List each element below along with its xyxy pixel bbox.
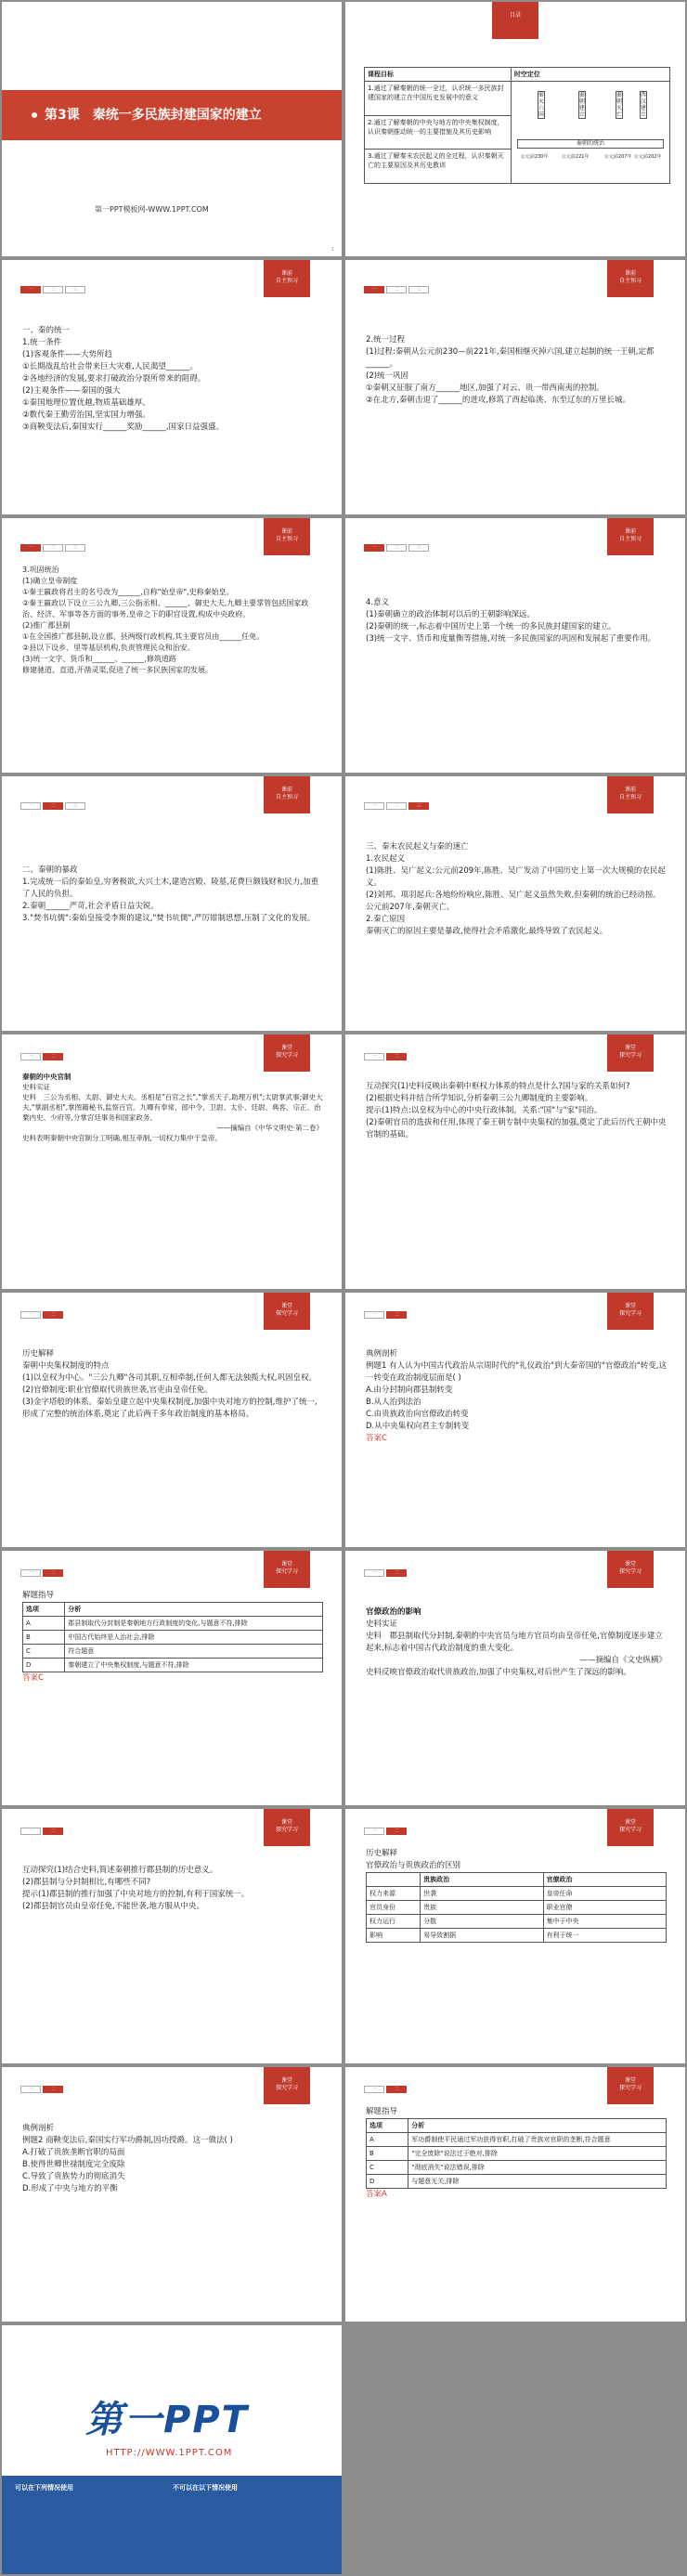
tab-2[interactable]: 二 <box>386 802 407 810</box>
cell: 世袭 <box>421 1887 543 1901</box>
line: D.形成了中央与地方的平衡 <box>22 2184 118 2193</box>
tab-bar <box>20 1569 63 1577</box>
line: 典例剖析 <box>366 1349 398 1359</box>
line: 历史解释 <box>22 1349 55 1359</box>
slide-cover[interactable] <box>2 2 342 256</box>
cell: "彻底消失"说法错误,排除 <box>408 2161 667 2175</box>
objectives-head: 课程目标 <box>365 68 512 82</box>
line: C.导致了贵族势力的彻底消失 <box>22 2172 125 2181</box>
tab-2[interactable]: 二 <box>386 286 407 293</box>
badge-prestudy: 课前 自主预习 <box>264 776 310 813</box>
line: ②县以下设乡、里等基层机构,负责管理民众和治安。 <box>22 644 195 652</box>
cover-site: 第一PPT模板网-WWW.1PPT.COM <box>95 205 209 214</box>
line: 史料表明秦朝中央官制分工明确,相互牵制,一切权力集中于皇帝。 <box>22 1134 222 1142</box>
tab-1[interactable]: 一 <box>364 802 384 810</box>
tab-bar <box>364 286 429 293</box>
tab-1[interactable]: 一 <box>20 544 41 552</box>
tab-2[interactable]: 二 <box>43 1053 63 1060</box>
line: (2)秦朝的统一,标志着中国历史上第一个统一的多民族封建国家的建立。 <box>366 622 616 631</box>
compare-table <box>366 1872 667 1943</box>
tab-bar <box>364 1053 407 1060</box>
line: ②数代秦王勤劳治国,坚实国力增强。 <box>22 410 150 420</box>
line: 提示(1)郡县制的推行加强了中央对地方的控制,有利于国家统一。 <box>22 1890 250 1899</box>
slide-prestudy-6[interactable] <box>345 776 685 1031</box>
tab-2[interactable]: 二 <box>43 1569 63 1577</box>
line: 秦朝的中央官制 <box>22 1073 71 1081</box>
cell: 秦朝建立了中央集权制度,与题意不符,排除 <box>65 1659 323 1672</box>
cell: 与题意无关,排除 <box>408 2175 667 2189</box>
line: (2)秦朝官员的选拔和任用,体现了秦王朝专制中央集权的加强,奠定了此后历代王朝中央官制的基础。 <box>366 1118 667 1139</box>
col-head <box>367 1873 421 1887</box>
cell: 有利于统一 <box>543 1929 666 1943</box>
page-number: 1 <box>331 247 334 253</box>
col-head: 分析 <box>408 2119 667 2133</box>
heading: 解题指导 <box>366 2107 398 2116</box>
tab-2[interactable]: 二 <box>43 286 63 293</box>
timeline-tag: 秦朝灭亡 <box>616 92 622 118</box>
badge-explore: 课堂 探究学习 <box>607 1551 654 1588</box>
timeline-head: 时空定位 <box>511 68 669 82</box>
line: 2.秦亡原因 <box>366 915 406 924</box>
badge-explore: 课堂 探究学习 <box>264 1293 310 1330</box>
col-head: 官僚政治 <box>543 1873 666 1887</box>
usage-forbidden: 不可以在以下情况使用 <box>173 2484 238 2491</box>
tab-2[interactable]: 二 <box>386 1311 407 1319</box>
line: (1)秦朝确立的政治体制对以后的王朝影响深远。 <box>366 610 536 619</box>
cover-title: 第3课 秦统一多民族封建国家的建立 <box>45 108 262 123</box>
badge-explore: 课堂 探究学习 <box>264 1809 310 1846</box>
tab-bar <box>364 1311 407 1319</box>
line: 秦朝中央集权制度的特点 <box>22 1361 110 1371</box>
timeline-tag: 西汉建立 <box>640 92 646 118</box>
tab-bar <box>20 1053 63 1060</box>
content <box>366 1607 667 1679</box>
slide-end[interactable] <box>2 2325 342 2574</box>
objectives-panel <box>364 67 670 184</box>
badge-prestudy: 课前 自主预习 <box>607 518 654 555</box>
tab-bar <box>364 1569 407 1577</box>
tab-2[interactable]: 二 <box>43 1828 63 1835</box>
line: (2)统一巩固 <box>366 371 409 381</box>
timeline-date: 公元前221年 <box>561 154 590 160</box>
line: 史料实证 <box>22 1083 50 1091</box>
line: 答案C <box>366 1434 387 1443</box>
line: 3."焚书坑儒":秦始皇接受李斯的建议,"焚书坑儒",严厉钳制思想,压制了文化的发展。 <box>22 914 316 923</box>
slide-prestudy-1[interactable] <box>2 260 342 514</box>
content <box>22 565 323 676</box>
content <box>366 1081 667 1141</box>
slide-explore-10[interactable] <box>345 2067 685 2322</box>
cell: "完全废除"说法过于绝对,排除 <box>408 2147 667 2161</box>
tab-bar <box>20 802 85 810</box>
cell: 易导致割据 <box>421 1929 543 1943</box>
line: ③商鞅变法后,秦国实行______奖励______,国家日益强盛。 <box>22 423 225 432</box>
line: 1.完成统一后的秦始皇,穷奢极欲,大兴土木,建造宫殿、陵墓,花费巨额钱财和民力,加重了人民的负担。 <box>22 878 319 899</box>
tab-1[interactable]: 一 <box>20 2086 41 2093</box>
line: 史料 郡县制取代分封制,秦朝的中央官员与地方官员均由皇帝任免,官僚制度逐步建立起来,标志着中国古代政治制度的重大变化。 <box>366 1632 663 1653</box>
badge-prestudy: 课前 自主预习 <box>264 518 310 555</box>
line: 修建驰道、直道,开凿灵渠,促进了统一多民族国家的发展。 <box>22 666 214 674</box>
timeline-axis: 秦朝的统治 <box>517 139 664 149</box>
line: (1)陈胜、吴广起义:公元前209年,陈胜、吴广发动了中国历史上第一次大规模的农民起义。 <box>366 866 666 888</box>
line: (1)确立皇帝制度 <box>22 577 78 585</box>
line: 例题1 有人认为中国古代政治从宗周时代的"礼仪政治"到大秦帝国的"官僚政治"转变,这一转变在政治制度层面是( ) <box>366 1361 667 1383</box>
line: ②各地经济的发展,要求打破政治分裂所带来的阻碍。 <box>22 374 206 384</box>
tab-1[interactable]: 一 <box>364 2086 384 2093</box>
badge-explore: 课堂 探究学习 <box>264 2067 310 2104</box>
tab-bar <box>20 544 85 552</box>
line: 例题2 商鞅变法后,秦国实行军功爵制,因功授爵。这一做法( ) <box>22 2136 233 2145</box>
slide-explore-1[interactable] <box>2 1034 342 1289</box>
line: A.由分封制向郡县制转变 <box>366 1386 453 1395</box>
col-head: 贵族政治 <box>421 1873 543 1887</box>
tab-1[interactable]: 一 <box>364 1311 384 1319</box>
answer: 答案A <box>366 2190 387 2199</box>
slide-prestudy-5[interactable] <box>2 776 342 1031</box>
badge-explore: 课堂 探究学习 <box>607 1809 654 1846</box>
line: ①长期战乱给社会带来巨大灾难,人民渴望______。 <box>22 362 198 371</box>
badge-explore: 课堂 探究学习 <box>264 1034 310 1072</box>
cell: B <box>23 1631 65 1645</box>
tab-bar <box>20 1828 63 1835</box>
line: 1.统一条件 <box>22 338 62 347</box>
line: 三、秦末农民起义与秦的速亡 <box>366 842 469 852</box>
content <box>22 865 323 925</box>
content <box>22 1865 323 1913</box>
tab-bar <box>20 286 85 293</box>
cell: C <box>23 1645 65 1659</box>
cell: 军功爵制使平民通过军功获得官职,打破了贵族对官职的垄断,符合题意 <box>408 2133 667 2147</box>
slide-prestudy-3[interactable] <box>2 518 342 773</box>
table-caption: 官僚政治与贵族政治的区别 <box>366 1861 461 1870</box>
line: (1)客观条件——大势所趋 <box>22 350 113 359</box>
content <box>366 334 667 407</box>
line: 史料实证 <box>366 1620 398 1629</box>
timeline-tag: 秦朝建立 <box>578 92 585 118</box>
line: ——摘编自《中华文明史·第二卷》 <box>216 1124 323 1132</box>
line: D.从中央集权向君主专制转变 <box>366 1422 470 1431</box>
slide-explore-7[interactable] <box>2 1809 342 2063</box>
analysis-table <box>22 1602 323 1672</box>
tab-1[interactable]: 一 <box>364 1569 384 1577</box>
cell: 中国古代始终是人治社会,排除 <box>65 1631 323 1645</box>
slide-prestudy-2[interactable] <box>345 260 685 514</box>
col-head: 分析 <box>65 1603 323 1617</box>
tab-2[interactable]: 二 <box>386 1828 407 1835</box>
line: B.使得世卿世禄制度完全废除 <box>22 2160 125 2169</box>
tab-2[interactable]: 二 <box>386 544 407 552</box>
line: (3)统一文字、货币和度量衡等措施,对统一多民族国家的巩固和发展起了重要作用。 <box>366 634 656 644</box>
objective-2: 2.通过了解秦朝的中央与地方的中央集权制度，认识秦朝推动统一的主要措施及其历史影响 <box>365 115 512 150</box>
tab-2[interactable]: 二 <box>386 2086 407 2093</box>
tab-1[interactable]: 一 <box>364 544 384 552</box>
tab-bar <box>364 544 429 552</box>
tab-3[interactable]: 三 <box>65 802 85 810</box>
line: 1.农民起义 <box>366 854 406 864</box>
tab-1[interactable]: 一 <box>20 1053 41 1060</box>
analysis-table <box>366 2118 667 2189</box>
line: (3)统一文字、货币和______、______,修筑道路 <box>22 655 176 663</box>
line: (3)金字塔般的体系。秦始皇建立起中央集权制度,加强中央对地方的控制,维护了统一,形成了完整的统治体系,奠定了此后两千多年政治制度的基本格局。 <box>22 1398 318 1419</box>
line: (2)主观条件——秦国的强大 <box>22 386 121 396</box>
objective-1: 1.通过了解秦朝的统一全过，认识统一多民族封建国家的建立在中国历史发展中的意义 <box>365 82 512 116</box>
cell: 官员身份 <box>367 1901 421 1915</box>
line: 2.秦朝______严苛,社会矛盾日益尖锐。 <box>22 902 159 911</box>
cell: 影响 <box>367 1929 421 1943</box>
cell: D <box>367 2175 408 2189</box>
line: 官僚政治的影响 <box>366 1607 421 1617</box>
brand-logo: 第一PPT <box>85 2399 249 2441</box>
line: ——摘编自《文史纵横》 <box>579 1656 667 1665</box>
tab-3[interactable]: 三 <box>65 544 85 552</box>
line: 提示(1)特点:以皇权为中心的中央行政体制。关系:"国"与"家"同治。 <box>366 1106 603 1115</box>
line: (1)以皇权为中心。"三公九卿"各司其职,互相牵制,任何人都无法独揽大权,巩固皇权。 <box>22 1373 317 1383</box>
line: ①秦国地理位置优越,物质基础雄厚。 <box>22 398 150 408</box>
tab-bar <box>364 1828 407 1835</box>
line: 史料 三公为丞相、太尉、御史大夫。丞相是"百官之长","掌丞天子,助理万机";太尉掌武事;御史大夫,"掌副丞相",掌图籍秘书,监察百官。九卿有奉常、郎中令、卫尉、太仆、廷尉、典客、宗正、治粟内史、少府等,分掌宫廷事务和国家政务。 <box>22 1093 323 1122</box>
slide-explore-3[interactable] <box>2 1293 342 1547</box>
tab-2[interactable]: 二 <box>43 802 63 810</box>
answer: 答案C <box>22 1673 44 1683</box>
line: (2)郡县制与分封制相比,有哪些不同? <box>22 1878 151 1887</box>
content <box>366 841 667 938</box>
cell: C <box>367 2161 408 2175</box>
tab-2[interactable]: 二 <box>386 1053 407 1060</box>
badge-prestudy: 课前 自主预习 <box>264 260 310 297</box>
slide-objectives[interactable] <box>345 2 685 256</box>
timeline-date: 公元前202年 <box>633 154 662 160</box>
badge-prestudy: 课前 自主预习 <box>607 260 654 297</box>
line: (2)官僚制度:职业官僚取代贵族世袭,官吏由皇帝任免。 <box>22 1386 213 1395</box>
line: ①秦王嬴政将君主的名号改为______,自称"始皇帝",史称秦始皇。 <box>22 588 234 596</box>
tab-bar <box>20 2086 63 2093</box>
line: (1)过程:秦朝从公元前230—前221年,秦国相继灭掉六国,建立起制的统一王朝,定都______。 <box>366 347 655 369</box>
tab-3[interactable]: 三 <box>408 544 429 552</box>
timeline-cell <box>511 82 669 184</box>
slide-explore-8[interactable] <box>345 1809 685 2063</box>
cell: 集中于中央 <box>543 1915 666 1929</box>
line: (2)推广郡县制 <box>22 621 71 630</box>
line: ②在北方,秦朝击退了______的进攻,修筑了西起临洮、东至辽东的万里长城。 <box>366 396 631 405</box>
line: C.由贵族政治向官僚政治转变 <box>366 1410 469 1419</box>
slide-explore-6[interactable] <box>345 1551 685 1805</box>
content <box>366 597 667 645</box>
line: 典例剖析 <box>22 2124 55 2133</box>
tab-2[interactable]: 二 <box>43 2086 63 2093</box>
line: (2)刘邦、项羽起兵:各地纷纷响应,陈胜、吴广起义虽然失败,但秦朝的统治已经动摇。公元前207年,秦朝灭亡。 <box>366 891 661 912</box>
timeline-tag: 秦灭六国 <box>538 92 544 118</box>
line: ①在全国推广郡县制,设立郡、县两级行政机构,其主要官员由______任免。 <box>22 632 265 641</box>
cell: 皇帝任命 <box>543 1887 666 1901</box>
cell: 分散 <box>421 1915 543 1929</box>
heading: 一、秦的统一 <box>22 326 71 335</box>
tab-2[interactable]: 二 <box>386 1569 407 1577</box>
content <box>366 1348 667 1445</box>
content <box>366 1848 667 1943</box>
tab-2[interactable]: 二 <box>43 544 63 552</box>
bullet-icon <box>32 112 37 118</box>
tab-1[interactable]: 一 <box>364 286 384 293</box>
line: (2)根据史料并结合所学知识,分析秦朝三公九卿制度的主要影响。 <box>366 1094 593 1103</box>
line: 3.巩固统治 <box>22 566 59 574</box>
line: B.从人治到法治 <box>366 1398 421 1407</box>
tab-1[interactable]: 一 <box>364 1053 384 1060</box>
tab-bar <box>20 1311 63 1319</box>
content <box>22 1590 323 1685</box>
heading: 解题指导 <box>22 1591 55 1600</box>
badge-explore: 课堂 探究学习 <box>607 1034 654 1072</box>
brand-url[interactable]: HTTP://WWW.1PPT.COM <box>106 2448 233 2458</box>
heading: 历史解释 <box>366 1849 398 1858</box>
cell: 郡县制取代分封制是秦朝地方行政制度的变化,与题意不符,排除 <box>65 1617 323 1631</box>
badge-explore: 课堂 探究学习 <box>264 1551 310 1588</box>
slide-explore-4[interactable] <box>345 1293 685 1547</box>
tab-2[interactable]: 二 <box>43 1311 63 1319</box>
tab-bar <box>364 2086 407 2093</box>
cover-title-band <box>2 90 342 140</box>
line: (2)郡县制官员由皇帝任免,不能世袭,地方服从中央。 <box>22 1902 204 1911</box>
tab-3[interactable]: 三 <box>408 286 429 293</box>
slide-prestudy-4[interactable] <box>345 518 685 773</box>
cell: D <box>23 1659 65 1672</box>
line: ②秦王嬴政以下设立三公九卿,三公指丞相、______、御史大夫,九卿主要掌管包括国家政治、经济、军事等各方面的事务,皇帝之下的职官设置,构成中央政府。 <box>22 599 309 618</box>
col-head: 选项 <box>367 2119 408 2133</box>
col-head: 选项 <box>23 1603 65 1617</box>
line: 秦朝灭亡的原因主要是暴政,使得社会矛盾激化,最终导致了农民起义。 <box>366 927 608 936</box>
slide-explore-5[interactable] <box>2 1551 342 1805</box>
tab-1[interactable]: 一 <box>364 1828 384 1835</box>
tab-1[interactable]: 一 <box>20 1828 41 1835</box>
line: 二、秦朝的暴政 <box>22 865 78 875</box>
slide-explore-9[interactable] <box>2 2067 342 2322</box>
line: 互动探究(1)史料反映出秦朝中枢权力体系的特点是什么?国与家的关系如何? <box>366 1082 630 1091</box>
content <box>22 2123 323 2195</box>
cell: 权力来源 <box>367 1887 421 1901</box>
tab-1[interactable]: 一 <box>20 1569 41 1577</box>
cell: A <box>23 1617 65 1631</box>
timeline-date: 公元前207年 <box>603 154 632 160</box>
line: A.打破了贵族垄断官职的局面 <box>22 2148 125 2157</box>
line: 史料反映官僚政治取代贵族政治,加强了中央集权,对后世产生了深远的影响。 <box>366 1668 631 1677</box>
usage-allowed: 可以在下列情况使用 <box>15 2484 73 2491</box>
tab-3[interactable]: 三 <box>408 802 429 810</box>
tab-bar <box>364 802 429 810</box>
line: 2.统一过程 <box>366 335 406 345</box>
slide-explore-2[interactable] <box>345 1034 685 1289</box>
tab-3[interactable]: 三 <box>65 286 85 293</box>
badge-explore: 课堂 探究学习 <box>607 1293 654 1330</box>
cell: A <box>367 2133 408 2147</box>
content <box>22 325 323 434</box>
tab-1[interactable]: 一 <box>20 286 41 293</box>
line: 4.意义 <box>366 598 390 607</box>
tab-1[interactable]: 一 <box>20 1311 41 1319</box>
cell: 符合题意 <box>65 1645 323 1659</box>
line: ①秦朝又征服了南方______地区,加强了对云、贵一带西南夷的控制。 <box>366 384 604 393</box>
content <box>22 1348 323 1421</box>
cell: 贵族 <box>421 1901 543 1915</box>
content <box>22 1072 323 1143</box>
cell: B <box>367 2147 408 2161</box>
cell: 职业官僚 <box>543 1901 666 1915</box>
timeline-date: 公元前230年 <box>520 154 549 160</box>
tab-1[interactable]: 一 <box>20 802 41 810</box>
badge-catalog: 目录 <box>492 2 538 39</box>
cell: 权力运行 <box>367 1915 421 1929</box>
badge-explore: 课堂 探究学习 <box>607 2067 654 2104</box>
usage-bar <box>2 2476 342 2574</box>
objective-3: 3.通过了解秦末农民起义的全过程，认识秦朝灭亡的主要原因及其历史教训 <box>365 150 512 184</box>
content <box>366 2106 667 2201</box>
line: 互动探究(1)结合史料,简述秦朝推行郡县制的历史意义。 <box>22 1866 218 1875</box>
badge-prestudy: 课前 自主预习 <box>607 776 654 813</box>
